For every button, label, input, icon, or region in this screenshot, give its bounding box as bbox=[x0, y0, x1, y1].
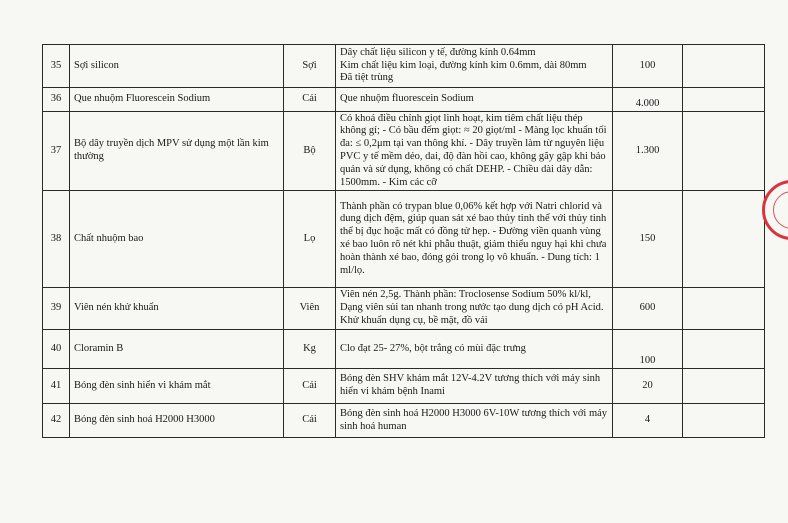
spec-line: Clo đạt 25- 27%, bột trắng có mùi đặc trưng bbox=[340, 342, 526, 354]
spec-line: Bóng đèn sinh hoá H2000 H3000 6V-10W tương thích với máy sinh hoá human bbox=[340, 407, 608, 432]
row-number: 37 bbox=[43, 112, 70, 191]
table-row bbox=[43, 288, 765, 330]
item-spec bbox=[336, 191, 613, 288]
item-quantity: 150 bbox=[613, 191, 683, 288]
spec-line: Thành phần có trypan blue 0,06% kết hợp với Natri chlorid và dung dịch đệm, giúp quan sát xé bao thủy tinh thể với thủy tinh thể bị đục hoặc mất có đồng tử hẹp. - Đường viền quanh vùng xé bao luôn rõ nét khi phẫu thuật, giảm thiểu nguy hại khi chưa hoàn thành xé bao, đóng gói trong lọ vô khuẩn. - Dung tích: 1 ml/lọ. bbox=[340, 200, 607, 276]
spec-line: Dây chất liệu silicon y tế, đường kính 0.64mm bbox=[340, 46, 536, 58]
empty-cell bbox=[683, 45, 765, 88]
item-spec bbox=[336, 88, 613, 112]
item-name: Viên nén khử khuẩn bbox=[70, 288, 284, 330]
item-spec bbox=[336, 45, 613, 88]
item-quantity: 100 bbox=[613, 45, 683, 88]
item-unit: Kg bbox=[284, 330, 336, 369]
empty-cell bbox=[683, 369, 765, 404]
item-unit: Cái bbox=[284, 369, 336, 404]
row-number: 41 bbox=[43, 369, 70, 404]
spec-line: Viên nén 2,5g. Thành phần: Troclosense Sodium 50% kl/kl, bbox=[340, 289, 591, 301]
row-number: 35 bbox=[43, 45, 70, 88]
table-row bbox=[43, 330, 765, 369]
item-spec bbox=[336, 288, 613, 330]
item-unit: Viên bbox=[284, 288, 336, 330]
item-name: Bộ dây truyền dịch MPV sử dụng một lần kim thường bbox=[70, 112, 284, 191]
seal-inner-ring bbox=[773, 191, 788, 229]
row-number: 36 bbox=[43, 88, 70, 112]
item-spec bbox=[336, 404, 613, 438]
item-name: Bóng đèn sinh hoá H2000 H3000 bbox=[70, 404, 284, 438]
spec-line: Bóng đèn SHV khám mắt 12V-4.2V tương thích với máy sinh hiển vi khám bệnh Inami bbox=[340, 373, 601, 397]
spec-line: Khử khuẩn dụng cụ, bề mặt, đồ vải bbox=[340, 314, 488, 326]
item-name: Cloramin B bbox=[70, 330, 284, 369]
item-quantity: 600 bbox=[613, 288, 683, 330]
items-table bbox=[42, 44, 765, 438]
spec-line: Đã tiệt trùng bbox=[340, 72, 394, 84]
table-row bbox=[43, 112, 765, 191]
empty-cell bbox=[683, 191, 765, 288]
item-unit: Cái bbox=[284, 88, 336, 112]
item-unit: Lọ bbox=[284, 191, 336, 288]
item-unit: Sợi bbox=[284, 45, 336, 88]
item-quantity: 100 bbox=[613, 330, 683, 369]
item-quantity: 4 bbox=[613, 404, 683, 438]
row-number: 40 bbox=[43, 330, 70, 369]
item-spec bbox=[336, 369, 613, 404]
table-row bbox=[43, 45, 765, 88]
item-name: Sợi silicon bbox=[70, 45, 284, 88]
item-name: Chất nhuộm bao bbox=[70, 191, 284, 288]
spec-line: Que nhuộm fluorescein Sodium bbox=[340, 93, 474, 105]
spec-line: Kim chất liệu kim loại, đường kính kim 0.6mm, dài 80mm bbox=[340, 59, 587, 71]
table-row bbox=[43, 404, 765, 438]
table-row bbox=[43, 191, 765, 288]
row-number: 42 bbox=[43, 404, 70, 438]
item-unit: Bộ bbox=[284, 112, 336, 191]
row-number: 39 bbox=[43, 288, 70, 330]
table-row bbox=[43, 88, 765, 112]
row-number: 38 bbox=[43, 191, 70, 288]
item-spec bbox=[336, 330, 613, 369]
spec-line: Có khoá điều chỉnh giọt linh hoạt, kim tiêm chất liệu thép không gỉ; - Có bầu đếm giọt: ≈ 20 giọt/ml - Màng lọc khuẩn tối đa: ≤ 0,2μm tại van thông khí. - Dây truyền làm từ nguyên liệu PVC y tế mềm dẻo, dai, độ đàn hồi cao, không gãy gập khi bảo quản và sử dụng, không có chất DEHP. - Chiều dài dây dẫn: 1500mm. - Kim các cỡ bbox=[340, 112, 607, 188]
red-seal-stamp bbox=[762, 180, 788, 240]
table-row bbox=[43, 369, 765, 404]
spec-line: Dạng viên sủi tan nhanh trong nước tạo dung dịch có pH Acid. bbox=[340, 302, 604, 314]
item-unit: Cái bbox=[284, 404, 336, 438]
empty-cell bbox=[683, 404, 765, 438]
item-quantity: 4.000 bbox=[613, 88, 683, 112]
empty-cell bbox=[683, 112, 765, 191]
empty-cell bbox=[683, 88, 765, 112]
item-name: Bóng đèn sinh hiển vi khám mắt bbox=[70, 369, 284, 404]
item-quantity: 20 bbox=[613, 369, 683, 404]
item-spec bbox=[336, 112, 613, 191]
empty-cell bbox=[683, 288, 765, 330]
empty-cell bbox=[683, 330, 765, 369]
item-quantity: 1.300 bbox=[613, 112, 683, 191]
item-name: Que nhuộm Fluorescein Sodium bbox=[70, 88, 284, 112]
